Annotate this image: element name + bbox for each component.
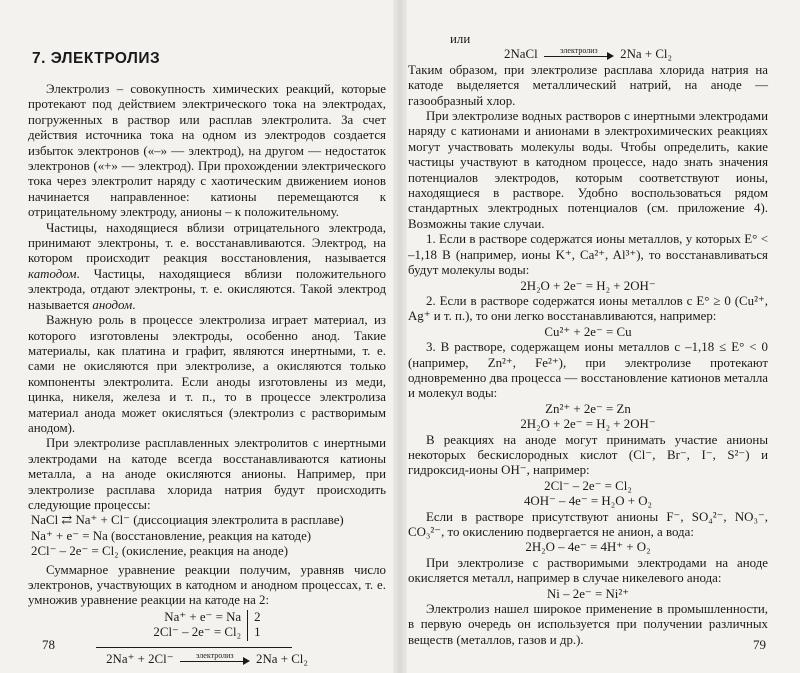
paragraph: 3. В растворе, содержащем ионы металлов с –1,18 ≤ E° < 0 (например, Zn²⁺, Fe²⁺), при электролизе протекают одновременно два процесса — восстановление катионов металла и молекул воды: — [408, 340, 768, 401]
sum-equation: 2Na⁺ + 2Cl⁻ электролиз 2Na + Cl₂ — [106, 650, 308, 666]
equation-system — [28, 610, 386, 641]
page-number: 79 — [753, 637, 766, 652]
equation: 2H₂O – 4e⁻ = 4H⁺ + O₂ — [525, 540, 651, 555]
equation: 2Cl⁻ – 2e⁻ = Cl₂ — [544, 478, 632, 493]
equation: Cu²⁺ + 2e⁻ = Cu — [544, 324, 632, 339]
paragraph: При электролизе расплавленных электролитов с инертными электродами на катоде всегда восстанавливаются катионы металла, а на аноде окисляются анионы. Например, при электролизе расплава хлорида натрия будут происходить следующие процессы: — [28, 436, 386, 512]
paragraph: 1. Если в растворе содержатся ионы металлов, у которых E° < –1,18 В (например, ионы K⁺, Ca²⁺, Al³⁺), то восстанавливаться будут молекулы воды: — [408, 232, 768, 278]
reaction-arrow-icon: электролиз — [180, 653, 250, 667]
paragraph: Частицы, находящиеся вблизи отрицательного электрода, принимают электроны, т. е. восстанавливаются. Электрод, на котором происходит реакция восстановления, называется катодом. Частицы, находящиеся вблизи положительного электрода, отдают электроны, т. е. окисляются. Такой электрод называется анодом. — [28, 220, 386, 312]
paragraph: 2. Если в растворе содержатся ионы металлов с E° ≥ 0 (Cu²⁺, Ag⁺ и т. п.), то они легко восстанавливаются, например: — [408, 293, 768, 324]
paragraph: Важную роль в процессе электролиза играет материал, из которого изготовлены электроды, особенно анод. Такие материалы, как платина и графит, являются инертными, т. е. сами не окисляются при электролизе, а окисляются только компоненты электролита. Если аноды изготовлены из меди, цинка, никеля, железа и т. п., то в процессе электролиза материал анода может окисляться (электролиз с растворимым анодом). — [28, 313, 386, 435]
equation: 2H₂O + 2e⁻ = H₂ + 2OH⁻ — [520, 417, 656, 432]
left-page — [28, 30, 386, 666]
equation: Zn²⁺ + 2e⁻ = Zn — [545, 401, 631, 416]
equation: 4OH⁻ – 4e⁻ = H₂O + O₂ — [523, 494, 653, 509]
reaction-arrow-icon: электролиз — [544, 48, 614, 62]
right-page — [408, 30, 768, 653]
paragraph: При электролизе с растворимыми электродами на аноде окисляется металл, например в случае никелевого анода: — [408, 555, 768, 586]
equation: Na⁺ + e⁻ = Na (восстановление, реакция на катоде) — [31, 528, 312, 543]
paragraph: Если в растворе присутствуют анионы F⁻, SO₄²⁻, NO₃⁻, CO₃²⁻, то окислению подвергается не анион, а вода: — [408, 509, 768, 539]
term-anode: анодом — [92, 297, 133, 312]
equation: 2Cl⁻ – 2e⁻ = Cl₂ — [153, 625, 242, 640]
connector-text: или — [450, 32, 471, 46]
equation: Ni – 2e⁻ = Ni²⁺ — [546, 586, 630, 601]
section-heading: 7. ЭЛЕКТРОЛИЗ — [32, 50, 161, 67]
multiplier: 2 — [254, 609, 261, 624]
paragraph: При электролизе водных растворов с инертными электродами наряду с катионами и анионами в электрохимических реакциях могут участвовать молекулы воды. Чтобы определить, какие частицы участвуют в катодном процессе, надо знать значения потенциалов электродов, которым соответствуют ионы, находящиеся в растворе. Удобно воспользоваться рядом стандартных электродных потенциалов (см. приложение 4). Возможны такие случаи. — [408, 109, 768, 231]
book-gutter — [393, 0, 407, 673]
equation: 2H₂O + 2e⁻ = H₂ + 2OH⁻ — [520, 278, 656, 293]
equation: NaCl ⇄ Na⁺ + Cl⁻ (диссоциация электролита в расплаве) — [31, 513, 344, 528]
multiplier: 1 — [254, 625, 261, 640]
paragraph: Электролиз нашел широкое применение в промышленности, в первую очередь он используется при получении различных веществ (металлов, газов и др.). — [408, 602, 768, 647]
paragraph: Таким образом, при электролизе расплава хлорида натрия на катоде выделяется металлический натрий, на аноде — газообразный хлор. — [408, 62, 768, 108]
page-number: 78 — [42, 637, 55, 652]
paragraph: В реакциях на аноде могут принимать участие анионы некоторых бескислородных кислот (Cl⁻, Br⁻, I⁻, S²⁻) и гидроксид-ионы OH⁻, например: — [408, 432, 768, 478]
equation: 2Cl⁻ – 2e⁻ = Cl₂ (окисление, реакция на аноде) — [31, 544, 289, 559]
term-cathode: катодом — [28, 266, 77, 281]
paragraph: Электролиз – совокупность химических реакций, которые протекают под действием электрического тока на электродах, погруженных в раствор или расплав электролита. За счет действия источника тока на одном из электродов создается избыток электронов («–» — электрод), на другом — недостаток электронов («+» — электрод). При прохождении электрического тока через электролит наряду с хаотическим движением ионов начинается направленное: катионы перемещаются к отрицательному электроду, анионы – к положительному. — [28, 82, 386, 220]
equation: Na⁺ + e⁻ = Na — [164, 609, 242, 624]
paragraph: Суммарное уравнение реакции получим, уравняв число электронов, участвующих в катодном и анодном процессах, т. е. умножив уравнение реакции на катоде на 2: — [28, 562, 386, 608]
equation: 2NaCl электролиз 2Na + Cl₂ — [504, 46, 672, 62]
